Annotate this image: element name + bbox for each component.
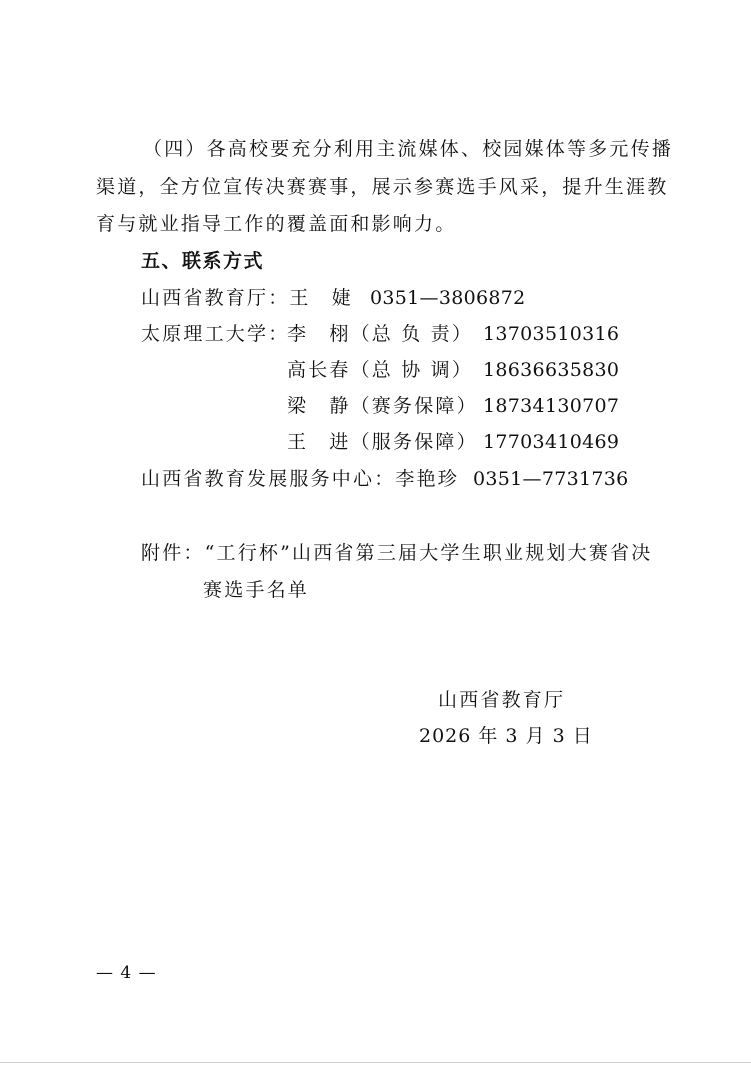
contact-phone-tyut-2: 18636635830 [483, 359, 620, 381]
contact-phone-tyut-3: 18734130707 [483, 395, 620, 417]
signature-date: 2026 年 3 月 3 日 [419, 725, 593, 747]
bottom-divider [0, 1062, 751, 1063]
contact-name: 王 婕 [289, 287, 354, 309]
signature-org: 山西省教育厅 [438, 689, 566, 711]
contact-org-service-center: 山西省教育发展服务中心： [141, 468, 396, 490]
contact-org-edu-dept: 山西省教育厅： [141, 287, 290, 309]
contact-name-tyut-1: 李 栩（总 负 责） [287, 323, 474, 345]
contact-row-edu-dept [141, 286, 353, 310]
paragraph-four-line-1: （四）各高校要充分利用主流媒体、校园媒体等多元传播 [143, 138, 674, 160]
paragraph-four-line-2: 渠道，全方位宣传决赛赛事，展示参赛选手风采，提升生涯教 [96, 176, 669, 198]
contact-name-tyut-2: 高长春（总 协 调） [287, 359, 474, 381]
contact-org-tyut: 太原理工大学： [141, 323, 290, 345]
section-five-heading: 五、联系方式 [141, 250, 265, 272]
contact-phone-service-center: 0351—7731736 [473, 468, 629, 490]
attachment-line-2: 赛选手名单 [203, 579, 310, 601]
contact-name-tyut-3: 梁 静（赛务保障） [287, 395, 478, 417]
contact-phone-tyut-1: 13703510316 [483, 323, 620, 345]
paragraph-four-line-3: 育与就业指导工作的覆盖面和影响力。 [96, 213, 457, 235]
contact-phone-edu-dept: 0351—3806872 [370, 287, 526, 309]
contact-row-service-center [141, 467, 459, 491]
contact-name-tyut-4: 王 进（服务保障） [287, 431, 478, 453]
attachment-line-1: 附件：“工行杯”山西省第三届大学生职业规划大赛省决 [141, 542, 653, 564]
contact-name-service-center: 李艳珍 [395, 468, 460, 490]
contact-phone-tyut-4: 17703410469 [483, 431, 620, 453]
page-number: — 4 — [96, 963, 157, 983]
